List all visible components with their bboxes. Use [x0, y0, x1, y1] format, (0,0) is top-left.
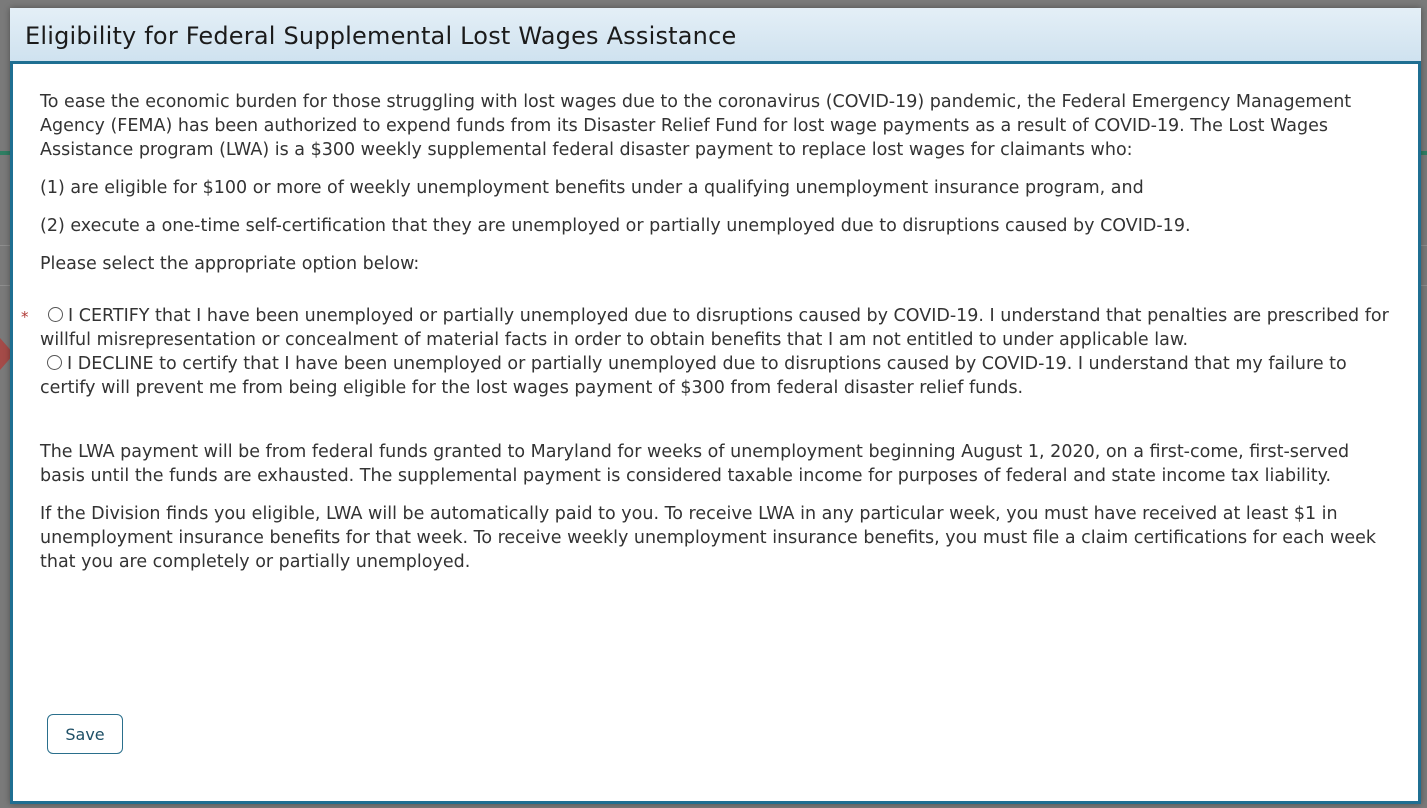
eligibility-note-paragraph: If the Division finds you eligible, LWA will be automatically paid to you. To receive LWA in any particular week, you must have received at least $1 in unemployment insurance benefits for that week. To receive weekly unemployment insurance benefits, you must file a claim certifications for each week that you are completely or partially unemployed. — [40, 504, 1377, 572]
lwa-eligibility-dialog — [10, 8, 1421, 804]
lwa-payment-paragraph: The LWA payment will be from federal funds granted to Maryland for weeks of unemployment beginning August 1, 2020, on a first-come, first-served basis until the funds are exhausted. The supplemental payment is considered taxable income for purposes of federal and state income tax liability. — [40, 442, 1350, 486]
dialog-content — [21, 90, 1392, 574]
decline-option-label: I DECLINE to certify that I have been unemployed or partially unemployed due to disruptions caused by COVID-19. I understand that my failure to certify will prevent me from being eligible for the lost wages payment of $300 from federal disaster relief funds. — [40, 354, 1347, 398]
certify-radio[interactable] — [48, 307, 63, 322]
condition-2-text: (2) execute a one-time self-certification that they are unemployed or partially unemployed due to disruptions caused by COVID-19. — [40, 216, 1191, 236]
condition-1-text: (1) are eligible for $100 or more of weekly unemployment benefits under a qualifying unemployment insurance program, and — [40, 178, 1144, 198]
dialog-title-bar[interactable] — [10, 8, 1421, 64]
decline-radio[interactable] — [47, 355, 62, 370]
certification-radio-group — [21, 304, 1392, 400]
certify-option-label: I CERTIFY that I have been unemployed or partially unemployed due to disruptions caused by COVID-19. I understand that penalties are prescribed for willful misrepresentation or concealment of material facts in order to obtain benefits that I am not entitled to under applicable law. — [40, 306, 1389, 350]
save-button[interactable]: Save — [47, 714, 123, 754]
required-asterisk: * — [21, 308, 29, 326]
certify-option[interactable] — [40, 304, 1392, 352]
intro-paragraph: To ease the economic burden for those struggling with lost wages due to the coronavirus (COVID-19) pandemic, the Federal Emergency Management Agency (FEMA) has been authorized to expend funds from its Disaster Relief Fund for lost wage payments as a result of COVID-19. The Lost Wages Assistance program (LWA) is a $300 weekly supplemental federal disaster payment to replace lost wages for claimants who: — [40, 92, 1352, 160]
decline-option[interactable] — [40, 352, 1392, 400]
dialog-title: Eligibility for Federal Supplemental Lost Wages Assistance — [25, 22, 737, 50]
select-option-prompt: Please select the appropriate option below: — [40, 254, 420, 274]
